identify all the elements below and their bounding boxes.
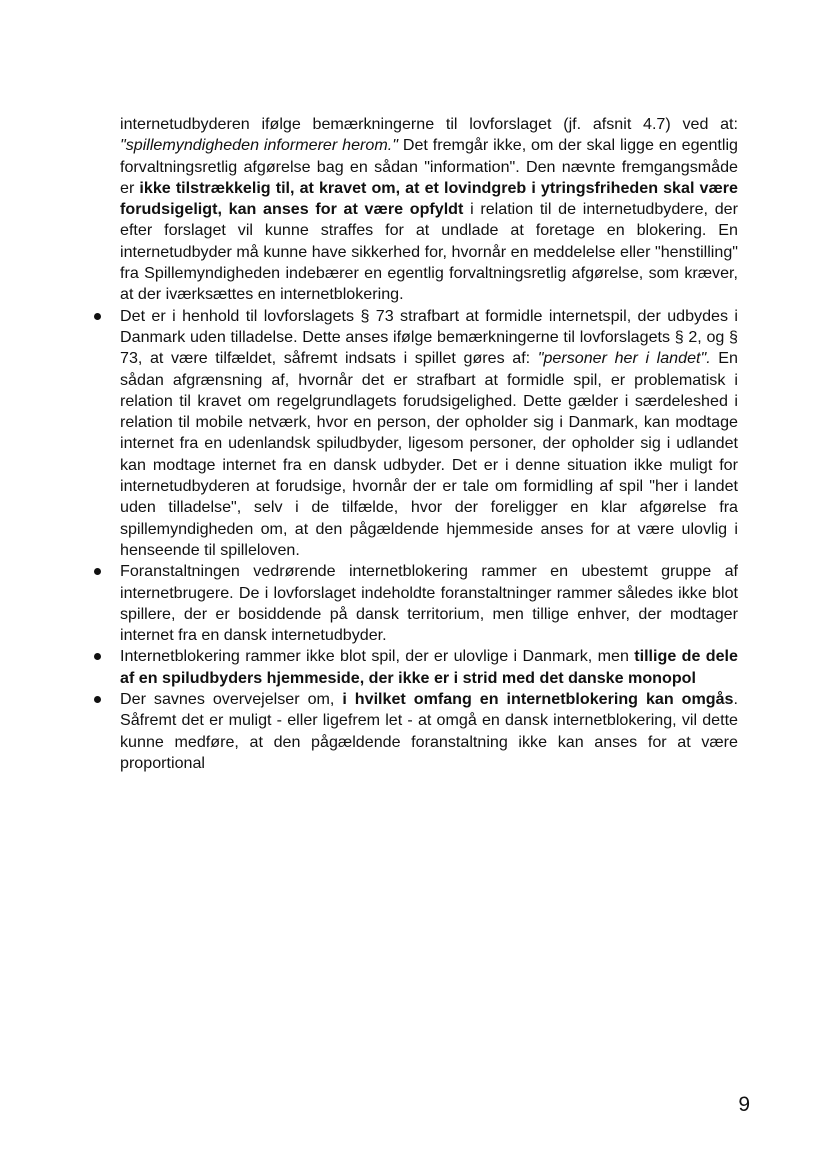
bullet-2-text: Foranstaltningen vedrørende internetblokering rammer en ubestemt gruppe af internetbrugere. De i lovforslaget indeholdte foranstaltninger rammer således ikke blot spillere, der er bosiddende på dansk territorium, men tillige enhver, der modtager internet fra en dansk internetudbyder. [120,562,738,645]
bullet-icon [94,313,101,320]
intro-text-2: Det fremgår ikke, om der skal ligge en egentlig forvaltningsretlig afgørelse bag en sådan "information". Den nævnte fremgangsmåde er [120,136,738,197]
bullet-icon [94,568,101,575]
intro-emphasis: ikke tilstrækkelig til, at kravet om, at et lovindgreb i ytringsfriheden skal være forudsigeligt, kan anses for at være opfyldt [120,178,738,219]
page-number: 9 [738,1093,750,1116]
bullet-4-emphasis: i hvilket omfang en internetblokering kan omgås [342,690,734,709]
list-item [86,689,738,774]
intro-text-1: internetudbyderen ifølge bemærkningerne til lovforslaget (jf. afsnit 4.7) ved at: [120,115,738,133]
bullet-1-text-2: En sådan afgrænsning af, hvornår det er strafbart at formidle spil, er problematisk i relation til kravet om regelgrundlagets forudsigelighed. Dette gælder i særdeleshed i relation til mobile netværk, hvor en person, der opholder sig i Danmark, kan modtage internet fra en udenlandsk spiludbyder, ligesom personer, der opholder sig i udlandet kan modtage internet fra en dansk udbyder. Det er i denne situation ikke muligt for internetudbyderen at forudsige, hvornår der er tale om formidling af spil "her i landet uden tilladelse", selv i de tilfælde, hvor der foreligger en klar afgørelse fra spillemyndigheden om, at den pågældende hjemmeside anses for at være ulovlig i henseende til spilleloven. [120,349,738,559]
bullet-list [86,306,738,775]
bullet-3-text: Internetblokering rammer ikke blot spil, der er ulovlige i Danmark, men [120,647,635,666]
intro-paragraph [120,114,738,306]
bullet-1-text-1: Det er i henhold til lovforslagets § 73 strafbart at formidle internetspil, der udbydes i Danmark uden tilladelse. Dette anses ifølge bemærkningerne til lovforslagets § 2, og § 73, at være tilfældet, såfremt indsats i spillet gøres af: [120,306,738,368]
bullet-4-text-2: . Såfremt det er muligt - eller ligefrem let - at omgå en dansk internetblokering, vil dette kunne medføre, at den pågældende foranstaltning ikke kan anses for at være proportional [120,690,738,772]
bullet-icon [94,696,101,703]
list-item [86,646,738,689]
bullet-4-text-1: Der savnes overvejelser om, [120,690,343,709]
page-content [86,114,738,774]
list-item [86,306,738,562]
bullet-3-emphasis: tillige de dele af en spiludbyders hjemmeside, der ikke er i strid med det danske monopol [120,647,738,687]
list-item [86,561,738,646]
bullet-icon [94,653,101,660]
intro-text-3: i relation til de internetudbydere, der efter forslaget vil kunne straffes for at undlade at foretage en blokering. En internetudbyder må kunne have sikkerhed for, hvornår en meddelelse eller "henstilling" fra Spillemyndigheden indebærer en egentlig forvaltningsretlig afgørelse, som kræver, at der iværksættes en internetblokering. [120,200,738,304]
bullet-1-quote: "personer her i landet". [537,349,711,368]
intro-quote: "spillemyndigheden informerer herom." [120,136,398,155]
